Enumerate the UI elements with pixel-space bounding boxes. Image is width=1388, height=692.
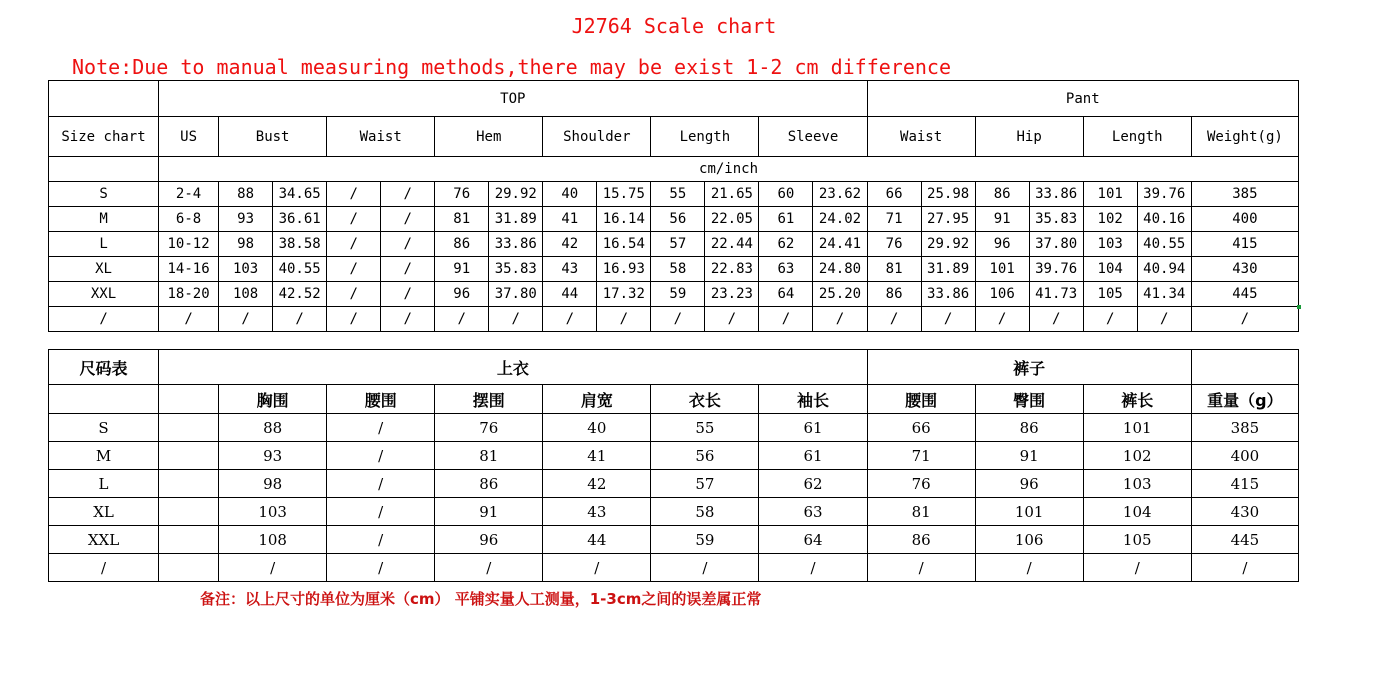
cn-header-shoulder: 肩宽 bbox=[543, 385, 651, 414]
cn-value-cell: 55 bbox=[651, 414, 759, 442]
en-value-cell: 91 bbox=[975, 207, 1029, 232]
en-value-cell: 23.62 bbox=[813, 182, 867, 207]
cn-value-cell bbox=[159, 498, 219, 526]
cn-value-cell bbox=[159, 442, 219, 470]
en-value-cell: 31.89 bbox=[489, 207, 543, 232]
en-value-cell: 385 bbox=[1191, 182, 1298, 207]
en-value-cell: 39.76 bbox=[1029, 257, 1083, 282]
cn-value-cell: 415 bbox=[1191, 470, 1298, 498]
en-value-cell: / bbox=[705, 307, 759, 332]
unit-row bbox=[49, 157, 1299, 182]
en-value-cell: 96 bbox=[975, 232, 1029, 257]
cn-value-cell: 56 bbox=[651, 442, 759, 470]
en-value-cell: / bbox=[651, 307, 705, 332]
en-value-cell: / bbox=[327, 207, 381, 232]
cn-value-cell: 81 bbox=[867, 498, 975, 526]
cn-header-pant-waist: 腰围 bbox=[867, 385, 975, 414]
cn-value-cell: 61 bbox=[759, 414, 867, 442]
unit-label: cm/inch bbox=[159, 157, 1299, 182]
en-value-cell: / bbox=[327, 232, 381, 257]
header-size-chart: Size chart bbox=[49, 117, 159, 157]
cn-value-cell: 71 bbox=[867, 442, 975, 470]
en-value-cell: 22.05 bbox=[705, 207, 759, 232]
en-value-cell: / bbox=[159, 307, 219, 332]
en-value-cell: 36.61 bbox=[273, 207, 327, 232]
cn-size-cell: / bbox=[49, 554, 159, 582]
cn-value-cell: 81 bbox=[435, 442, 543, 470]
en-value-cell: 29.92 bbox=[489, 182, 543, 207]
cn-value-cell: / bbox=[435, 554, 543, 582]
en-value-cell: 35.83 bbox=[1029, 207, 1083, 232]
en-value-cell: 15.75 bbox=[597, 182, 651, 207]
corner-cell bbox=[49, 81, 159, 117]
cn-size-cell: L bbox=[49, 470, 159, 498]
cn-row bbox=[49, 470, 1299, 498]
cn-value-cell: / bbox=[327, 414, 435, 442]
cn-value-cell: 76 bbox=[867, 470, 975, 498]
en-value-cell: 42 bbox=[543, 232, 597, 257]
en-value-cell: 40.16 bbox=[1137, 207, 1191, 232]
en-value-cell: 43 bbox=[543, 257, 597, 282]
cn-value-cell: 385 bbox=[1191, 414, 1298, 442]
group-top: TOP bbox=[159, 81, 868, 117]
en-value-cell: 23.23 bbox=[705, 282, 759, 307]
en-value-cell: 37.80 bbox=[1029, 232, 1083, 257]
en-value-cell: 63 bbox=[759, 257, 813, 282]
cn-value-cell: 86 bbox=[975, 414, 1083, 442]
en-value-cell: 60 bbox=[759, 182, 813, 207]
size-table-english bbox=[48, 80, 1299, 332]
header-pant-length: Length bbox=[1083, 117, 1191, 157]
cn-value-cell: / bbox=[219, 554, 327, 582]
en-value-cell: 93 bbox=[219, 207, 273, 232]
cn-group-header-row bbox=[49, 350, 1299, 385]
en-value-cell: 18-20 bbox=[159, 282, 219, 307]
en-value-cell: 6-8 bbox=[159, 207, 219, 232]
en-value-cell: 17.32 bbox=[597, 282, 651, 307]
cn-value-cell: 103 bbox=[1083, 470, 1191, 498]
cn-value-cell: 101 bbox=[1083, 414, 1191, 442]
cn-value-cell: 42 bbox=[543, 470, 651, 498]
en-value-cell: 34.65 bbox=[273, 182, 327, 207]
en-value-cell: 2-4 bbox=[159, 182, 219, 207]
cn-row bbox=[49, 498, 1299, 526]
cn-row bbox=[49, 414, 1299, 442]
cn-value-cell: 104 bbox=[1083, 498, 1191, 526]
en-value-cell: 55 bbox=[651, 182, 705, 207]
cn-value-cell: / bbox=[1083, 554, 1191, 582]
cn-row bbox=[49, 554, 1299, 582]
cn-value-cell: 44 bbox=[543, 526, 651, 554]
cn-size-cell: M bbox=[49, 442, 159, 470]
en-value-cell: 101 bbox=[975, 257, 1029, 282]
header-waist: Waist bbox=[327, 117, 435, 157]
en-value-cell: 25.98 bbox=[921, 182, 975, 207]
en-row bbox=[49, 232, 1299, 257]
en-value-cell: 86 bbox=[867, 282, 921, 307]
en-value-cell: 29.92 bbox=[921, 232, 975, 257]
en-value-cell: 81 bbox=[867, 257, 921, 282]
cn-value-cell: / bbox=[327, 498, 435, 526]
header-us: US bbox=[159, 117, 219, 157]
en-value-cell: 62 bbox=[759, 232, 813, 257]
en-value-cell: / bbox=[327, 282, 381, 307]
cn-value-cell: 106 bbox=[975, 526, 1083, 554]
en-value-cell: 33.86 bbox=[489, 232, 543, 257]
en-value-cell: 22.83 bbox=[705, 257, 759, 282]
en-value-cell: / bbox=[1137, 307, 1191, 332]
cn-size-cell: XXL bbox=[49, 526, 159, 554]
cn-value-cell bbox=[159, 526, 219, 554]
en-value-cell: 39.76 bbox=[1137, 182, 1191, 207]
cn-value-cell: / bbox=[1191, 554, 1298, 582]
cn-value-cell: 96 bbox=[435, 526, 543, 554]
en-value-cell: 415 bbox=[1191, 232, 1298, 257]
en-value-cell: 86 bbox=[435, 232, 489, 257]
cn-size-cell: S bbox=[49, 414, 159, 442]
en-value-cell: 24.41 bbox=[813, 232, 867, 257]
cn-value-cell: 86 bbox=[867, 526, 975, 554]
en-value-cell: 103 bbox=[1083, 232, 1137, 257]
cn-value-cell: / bbox=[327, 554, 435, 582]
en-value-cell: 76 bbox=[435, 182, 489, 207]
cn-value-cell: 102 bbox=[1083, 442, 1191, 470]
cn-value-cell: 108 bbox=[219, 526, 327, 554]
en-value-cell: 16.14 bbox=[597, 207, 651, 232]
en-row bbox=[49, 207, 1299, 232]
en-value-cell: 71 bbox=[867, 207, 921, 232]
footnote: 备注：以上尺寸的单位为厘米（cm） 平铺实量人工测量，1-3cm之间的误差属正常 bbox=[200, 590, 762, 608]
en-value-cell: 101 bbox=[1083, 182, 1137, 207]
group-pant: Pant bbox=[867, 81, 1298, 117]
cn-header-bust: 胸围 bbox=[219, 385, 327, 414]
cn-value-cell: 57 bbox=[651, 470, 759, 498]
en-value-cell: 33.86 bbox=[921, 282, 975, 307]
cn-header-pant-length: 裤长 bbox=[1083, 385, 1191, 414]
en-value-cell: 40 bbox=[543, 182, 597, 207]
cn-group-top: 上衣 bbox=[159, 350, 868, 385]
en-size-cell: XL bbox=[49, 257, 159, 282]
cn-value-cell: / bbox=[975, 554, 1083, 582]
cn-value-cell: 43 bbox=[543, 498, 651, 526]
en-size-cell: M bbox=[49, 207, 159, 232]
en-row bbox=[49, 257, 1299, 282]
cn-group-pant: 裤子 bbox=[867, 350, 1191, 385]
en-value-cell: / bbox=[381, 257, 435, 282]
header-pant-waist: Waist bbox=[867, 117, 975, 157]
cn-value-cell: 86 bbox=[435, 470, 543, 498]
cn-header-length: 衣长 bbox=[651, 385, 759, 414]
cn-value-cell: 101 bbox=[975, 498, 1083, 526]
cn-row bbox=[49, 442, 1299, 470]
cn-value-cell: 41 bbox=[543, 442, 651, 470]
en-value-cell: 57 bbox=[651, 232, 705, 257]
en-value-cell: / bbox=[219, 307, 273, 332]
cn-value-cell: 64 bbox=[759, 526, 867, 554]
en-value-cell: 102 bbox=[1083, 207, 1137, 232]
en-value-cell: 44 bbox=[543, 282, 597, 307]
header-bust: Bust bbox=[219, 117, 327, 157]
en-value-cell: 56 bbox=[651, 207, 705, 232]
corner-mark bbox=[1297, 305, 1301, 309]
en-value-cell: 430 bbox=[1191, 257, 1298, 282]
en-value-cell: 40.55 bbox=[273, 257, 327, 282]
header-hem: Hem bbox=[435, 117, 543, 157]
en-value-cell: / bbox=[867, 307, 921, 332]
en-value-cell: 76 bbox=[867, 232, 921, 257]
cn-value-cell bbox=[159, 414, 219, 442]
cn-corner-size-chart: 尺码表 bbox=[49, 350, 159, 385]
en-value-cell: 31.89 bbox=[921, 257, 975, 282]
en-value-cell: 40.55 bbox=[1137, 232, 1191, 257]
en-value-cell: 41.34 bbox=[1137, 282, 1191, 307]
en-value-cell: / bbox=[327, 257, 381, 282]
en-row bbox=[49, 182, 1299, 207]
en-value-cell: / bbox=[381, 207, 435, 232]
en-size-cell: L bbox=[49, 232, 159, 257]
en-value-cell: 96 bbox=[435, 282, 489, 307]
cn-value-cell: 63 bbox=[759, 498, 867, 526]
en-value-cell: 41.73 bbox=[1029, 282, 1083, 307]
en-value-cell: 66 bbox=[867, 182, 921, 207]
cn-value-cell: 91 bbox=[975, 442, 1083, 470]
en-value-cell: 24.80 bbox=[813, 257, 867, 282]
cn-value-cell: 103 bbox=[219, 498, 327, 526]
en-value-cell: 27.95 bbox=[921, 207, 975, 232]
measurement-note: Note:Due to manual measuring methods,there may be exist 1-2 cm difference bbox=[72, 55, 951, 79]
en-value-cell: 25.20 bbox=[813, 282, 867, 307]
cn-value-cell: 93 bbox=[219, 442, 327, 470]
cn-header-hem: 摆围 bbox=[435, 385, 543, 414]
cn-value-cell: 400 bbox=[1191, 442, 1298, 470]
en-value-cell: 14-16 bbox=[159, 257, 219, 282]
en-value-cell: 10-12 bbox=[159, 232, 219, 257]
en-value-cell: 88 bbox=[219, 182, 273, 207]
cn-value-cell: 96 bbox=[975, 470, 1083, 498]
en-value-cell: / bbox=[381, 307, 435, 332]
en-value-cell: / bbox=[1191, 307, 1298, 332]
cn-value-cell: 98 bbox=[219, 470, 327, 498]
en-value-cell: 64 bbox=[759, 282, 813, 307]
cn-value-cell: / bbox=[327, 442, 435, 470]
en-size-cell: / bbox=[49, 307, 159, 332]
header-sleeve: Sleeve bbox=[759, 117, 867, 157]
en-value-cell: 91 bbox=[435, 257, 489, 282]
en-value-cell: / bbox=[759, 307, 813, 332]
cn-header-weight: 重量（g） bbox=[1191, 385, 1298, 414]
en-value-cell: / bbox=[381, 182, 435, 207]
header-hip: Hip bbox=[975, 117, 1083, 157]
en-value-cell: / bbox=[381, 282, 435, 307]
cn-value-cell: / bbox=[327, 526, 435, 554]
en-value-cell: 22.44 bbox=[705, 232, 759, 257]
en-value-cell: / bbox=[543, 307, 597, 332]
en-value-cell: 108 bbox=[219, 282, 273, 307]
cn-value-cell: / bbox=[651, 554, 759, 582]
en-value-cell: 40.94 bbox=[1137, 257, 1191, 282]
cn-header-sleeve: 袖长 bbox=[759, 385, 867, 414]
cn-value-cell: 40 bbox=[543, 414, 651, 442]
cn-value-cell: / bbox=[759, 554, 867, 582]
cn-header-waist: 腰围 bbox=[327, 385, 435, 414]
en-value-cell: 41 bbox=[543, 207, 597, 232]
cn-value-cell: 61 bbox=[759, 442, 867, 470]
column-header-row bbox=[49, 117, 1299, 157]
cn-header-blank bbox=[49, 385, 159, 414]
cn-size-cell: XL bbox=[49, 498, 159, 526]
cn-value-cell bbox=[159, 554, 219, 582]
en-value-cell: / bbox=[327, 182, 381, 207]
en-row bbox=[49, 282, 1299, 307]
en-value-cell: / bbox=[1083, 307, 1137, 332]
cn-column-header-row bbox=[49, 385, 1299, 414]
en-value-cell: 61 bbox=[759, 207, 813, 232]
en-value-cell: 16.93 bbox=[597, 257, 651, 282]
cn-value-cell: / bbox=[327, 470, 435, 498]
cn-value-cell: / bbox=[543, 554, 651, 582]
en-value-cell: 38.58 bbox=[273, 232, 327, 257]
cn-value-cell: 91 bbox=[435, 498, 543, 526]
en-value-cell: 21.65 bbox=[705, 182, 759, 207]
cn-value-cell: / bbox=[867, 554, 975, 582]
en-value-cell: / bbox=[597, 307, 651, 332]
header-weight: Weight(g) bbox=[1191, 117, 1298, 157]
header-length: Length bbox=[651, 117, 759, 157]
cn-value-cell: 58 bbox=[651, 498, 759, 526]
chart-title: J2764 Scale chart bbox=[571, 14, 777, 38]
en-value-cell: 58 bbox=[651, 257, 705, 282]
cn-value-cell: 76 bbox=[435, 414, 543, 442]
en-value-cell: 81 bbox=[435, 207, 489, 232]
cn-value-cell: 62 bbox=[759, 470, 867, 498]
size-table-chinese bbox=[48, 349, 1299, 582]
en-value-cell: / bbox=[813, 307, 867, 332]
en-value-cell: / bbox=[975, 307, 1029, 332]
en-value-cell: 16.54 bbox=[597, 232, 651, 257]
cn-value-cell: 59 bbox=[651, 526, 759, 554]
en-size-cell: S bbox=[49, 182, 159, 207]
cn-value-cell: 445 bbox=[1191, 526, 1298, 554]
en-value-cell: / bbox=[327, 307, 381, 332]
en-size-cell: XXL bbox=[49, 282, 159, 307]
en-value-cell: 42.52 bbox=[273, 282, 327, 307]
cn-value-cell: 66 bbox=[867, 414, 975, 442]
en-value-cell: 86 bbox=[975, 182, 1029, 207]
cn-row bbox=[49, 526, 1299, 554]
en-value-cell: / bbox=[381, 232, 435, 257]
en-value-cell: 445 bbox=[1191, 282, 1298, 307]
en-value-cell: / bbox=[273, 307, 327, 332]
cn-value-cell: 430 bbox=[1191, 498, 1298, 526]
en-value-cell: 59 bbox=[651, 282, 705, 307]
cn-header-hip: 臀围 bbox=[975, 385, 1083, 414]
en-value-cell: / bbox=[1029, 307, 1083, 332]
en-value-cell: 98 bbox=[219, 232, 273, 257]
en-value-cell: 24.02 bbox=[813, 207, 867, 232]
en-value-cell: / bbox=[489, 307, 543, 332]
en-value-cell: / bbox=[435, 307, 489, 332]
en-value-cell: 400 bbox=[1191, 207, 1298, 232]
en-value-cell: 106 bbox=[975, 282, 1029, 307]
cn-value-cell: 105 bbox=[1083, 526, 1191, 554]
en-value-cell: 33.86 bbox=[1029, 182, 1083, 207]
unit-blank-cell bbox=[49, 157, 159, 182]
cn-value-cell: 88 bbox=[219, 414, 327, 442]
en-value-cell: 103 bbox=[219, 257, 273, 282]
header-shoulder: Shoulder bbox=[543, 117, 651, 157]
en-value-cell: / bbox=[921, 307, 975, 332]
cn-value-cell bbox=[159, 470, 219, 498]
cn-header-blank bbox=[159, 385, 219, 414]
en-row bbox=[49, 307, 1299, 332]
en-value-cell: 35.83 bbox=[489, 257, 543, 282]
en-value-cell: 104 bbox=[1083, 257, 1137, 282]
en-value-cell: 37.80 bbox=[489, 282, 543, 307]
cn-corner-right bbox=[1191, 350, 1298, 385]
en-value-cell: 105 bbox=[1083, 282, 1137, 307]
group-header-row bbox=[49, 81, 1299, 117]
